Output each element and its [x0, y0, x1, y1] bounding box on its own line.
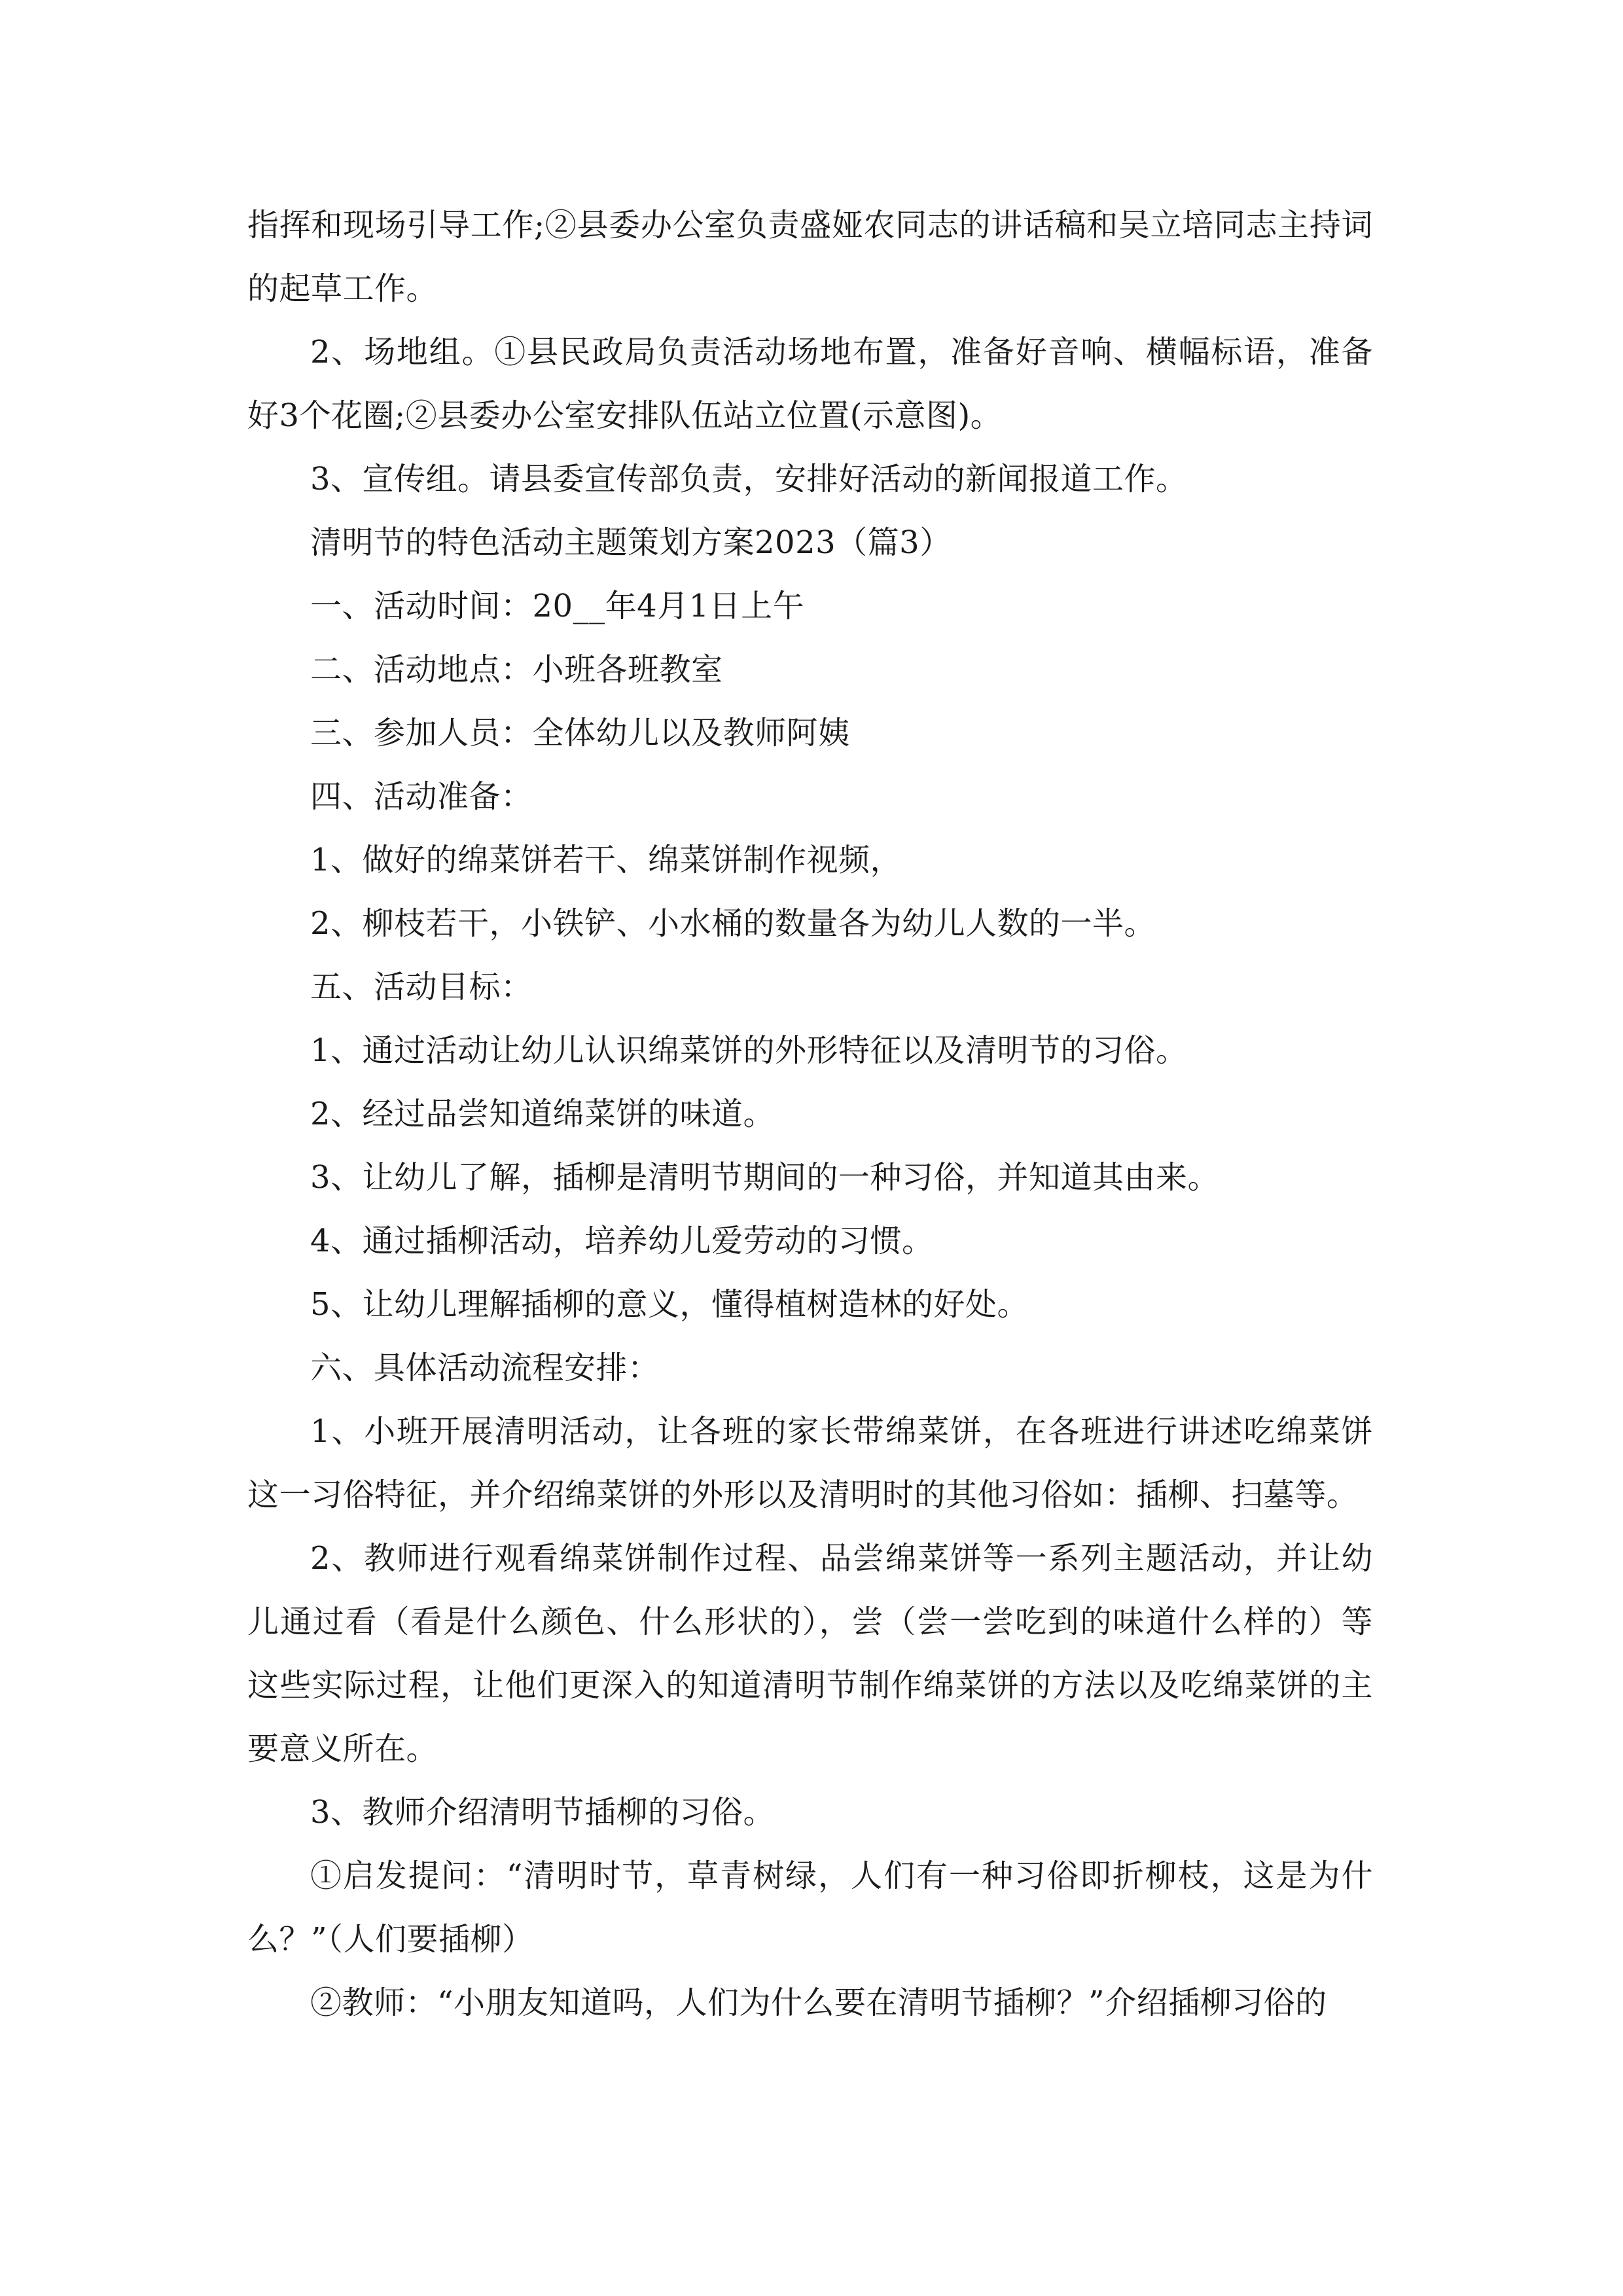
paragraph-publicity-group: 3、宣传组。请县委宣传部负责，安排好活动的新闻报道工作。 [310, 461, 1188, 497]
paragraph-process-2: 2、教师进行观看绵菜饼制作过程、品尝绵菜饼等一系列主题活动，并让幼儿通过看（看是什么颜色、什么形状的），尝（尝一尝吃到的味道什么样的）等这些实际过程，让他们更深入的知道清明节制作绵菜饼的方法以及吃绵菜饼的主要意义所在。 [247, 1540, 1373, 1767]
paragraph-preparation-item-1: 1、做好的绵菜饼若干、绵菜饼制作视频， [310, 842, 902, 878]
paragraph-goal-1: 1、通过活动让幼儿认识绵菜饼的外形特征以及清明节的习俗。 [310, 1032, 1188, 1069]
paragraph-continuation: 指挥和现场引导工作;②县委办公室负责盛娅农同志的讲话稿和吴立培同志主持词的起草工作。 [247, 207, 1373, 307]
paragraph-process-heading: 六、具体活动流程安排： [310, 1350, 660, 1386]
paragraph-process-3: 3、教师介绍清明节插柳的习俗。 [310, 1794, 776, 1831]
paragraph-goal-3: 3、让幼儿了解，插柳是清明节期间的一种习俗，并知道其由来。 [310, 1159, 1220, 1196]
paragraph-goal-5: 5、让幼儿理解插柳的意义，懂得植树造林的好处。 [310, 1286, 1029, 1323]
section-heading: 清明节的特色活动主题策划方案2023（篇3） [310, 524, 952, 561]
paragraph-participants: 三、参加人员：全体幼儿以及教师阿姨 [310, 715, 850, 751]
paragraph-venue-group: 2、场地组。①县民政局负责活动场地布置，准备好音响、横幅标语，准备好3个花圈;②县委办公室安排队伍站立位置(示意图)。 [247, 334, 1373, 434]
paragraph-goals-heading: 五、活动目标： [310, 969, 533, 1005]
paragraph-question-1: ①启发提问：“清明时节，草青树绿，人们有一种习俗即折柳枝，这是为什么？”（人们要插柳） [247, 1857, 1373, 1958]
paragraph-preparation-heading: 四、活动准备： [310, 778, 533, 815]
paragraph-process-1: 1、小班开展清明活动，让各班的家长带绵菜饼，在各班进行讲述吃绵菜饼这一习俗特征，并介绍绵菜饼的外形以及清明时的其他习俗如：插柳、扫墓等。 [247, 1413, 1373, 1513]
paragraph-question-2: ②教师：“小朋友知道吗，人们为什么要在清明节插柳？”介绍插柳习俗的 [310, 1984, 1327, 2021]
paragraph-goal-4: 4、通过插柳活动，培养幼儿爱劳动的习惯。 [310, 1223, 934, 1259]
paragraph-activity-location: 二、活动地点：小班各班教室 [310, 651, 723, 688]
document-body [247, 194, 1373, 2035]
paragraph-goal-2: 2、经过品尝知道绵菜饼的味道。 [310, 1096, 776, 1132]
paragraph-activity-time: 一、活动时间：20__年4月1日上午 [310, 588, 805, 624]
paragraph-preparation-item-2: 2、柳枝若干，小铁铲、小水桶的数量各为幼儿人数的一半。 [310, 905, 1156, 942]
